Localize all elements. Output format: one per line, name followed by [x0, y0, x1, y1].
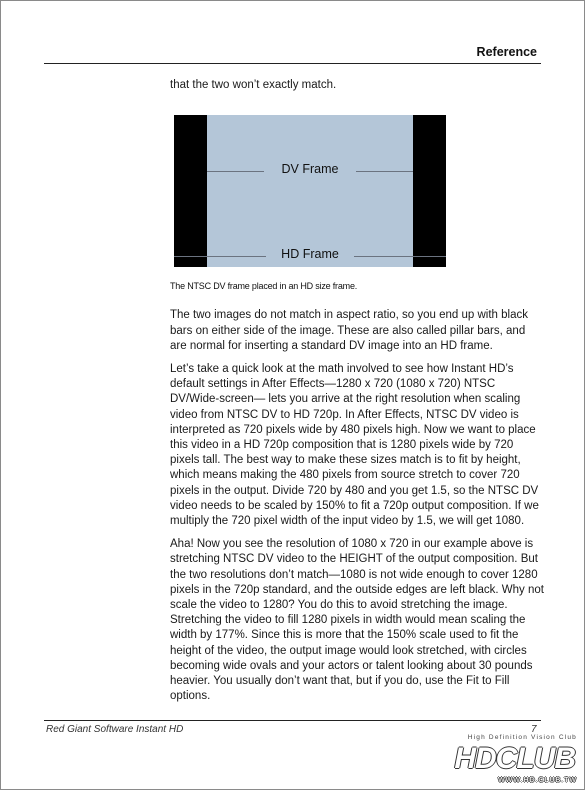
dv-frame-area	[207, 115, 413, 267]
paragraph-1: The two images do not match in aspect ratio, so you end up with black bars on either side of the image. These are also called pillar bars, and are normal for inserting a standard DV image into an HD frame.	[170, 309, 528, 352]
intro-line: that the two won’t exactly match.	[170, 79, 337, 91]
footer-title: Red Giant Software Instant HD	[46, 724, 184, 735]
main-content	[170, 78, 545, 712]
watermark	[425, 732, 577, 784]
paragraph-3: Aha! Now you see the resolution of 1080 x 720 in our example above is stretching NTSC DV video to the HEIGHT of the output composition. But the two resolutions don’t match—1080 is not wide enough to cover 1280 pixels in the 720p standard, and the outside edges are left black. Why not scale the video to 1280? You do this to avoid stretching the image. Stretching the video to fill 1280 pixels in width would mean scaling the width by 177%. Since this is more that the 150% scale used to fit the height of the video, the output image would look stretched, with circles becoming wide ovals and your actors or talent looking about 30 pounds heavier. You usually don’t want that, but if you do, use the Fit to Fill options.	[170, 538, 544, 703]
header-rule	[44, 63, 541, 64]
header-title: Reference	[476, 45, 537, 59]
page-number: 7	[531, 724, 537, 735]
hd-frame-figure	[174, 115, 446, 267]
watermark-logo: HDCLUB	[454, 742, 575, 775]
dv-frame-label: DV Frame	[174, 162, 446, 177]
footer-rule	[44, 720, 541, 721]
watermark-url: WWW.HD.CLUB.TW	[498, 777, 577, 784]
hd-frame-label: HD Frame	[174, 247, 446, 262]
paragraph-2: Let’s take a quick look at the math involved to see how Instant HD’s default settings in After Effects—1280 x 720 (1080 x 720) NTSC DV/Wide-screen— lets you arrive at the right resolution when scaling video from NTSC DV to HD 720p. In After Effects, NTSC DV video is interpreted as 720 pixels wide by 480 pixels high. Now we want to place this video in a HD 720p composition that is 1280 pixels wide by 720 pixels tall. The best way to make these sizes match is to fit by height, which means making the 480 pixels from source stretch to cover 720 pixels in the output. Divide 720 by 480 and you get 1.5, so the NTSC DV video needs to be scaled by 150% to fit a 720p output composition. If we multiply the 720 pixel width of the input video by 1.5, we will get 1080.	[170, 363, 539, 528]
watermark-tagline: High Definition Vision Club	[467, 734, 577, 741]
figure-caption: The NTSC DV frame placed in an HD size frame.	[170, 281, 358, 292]
